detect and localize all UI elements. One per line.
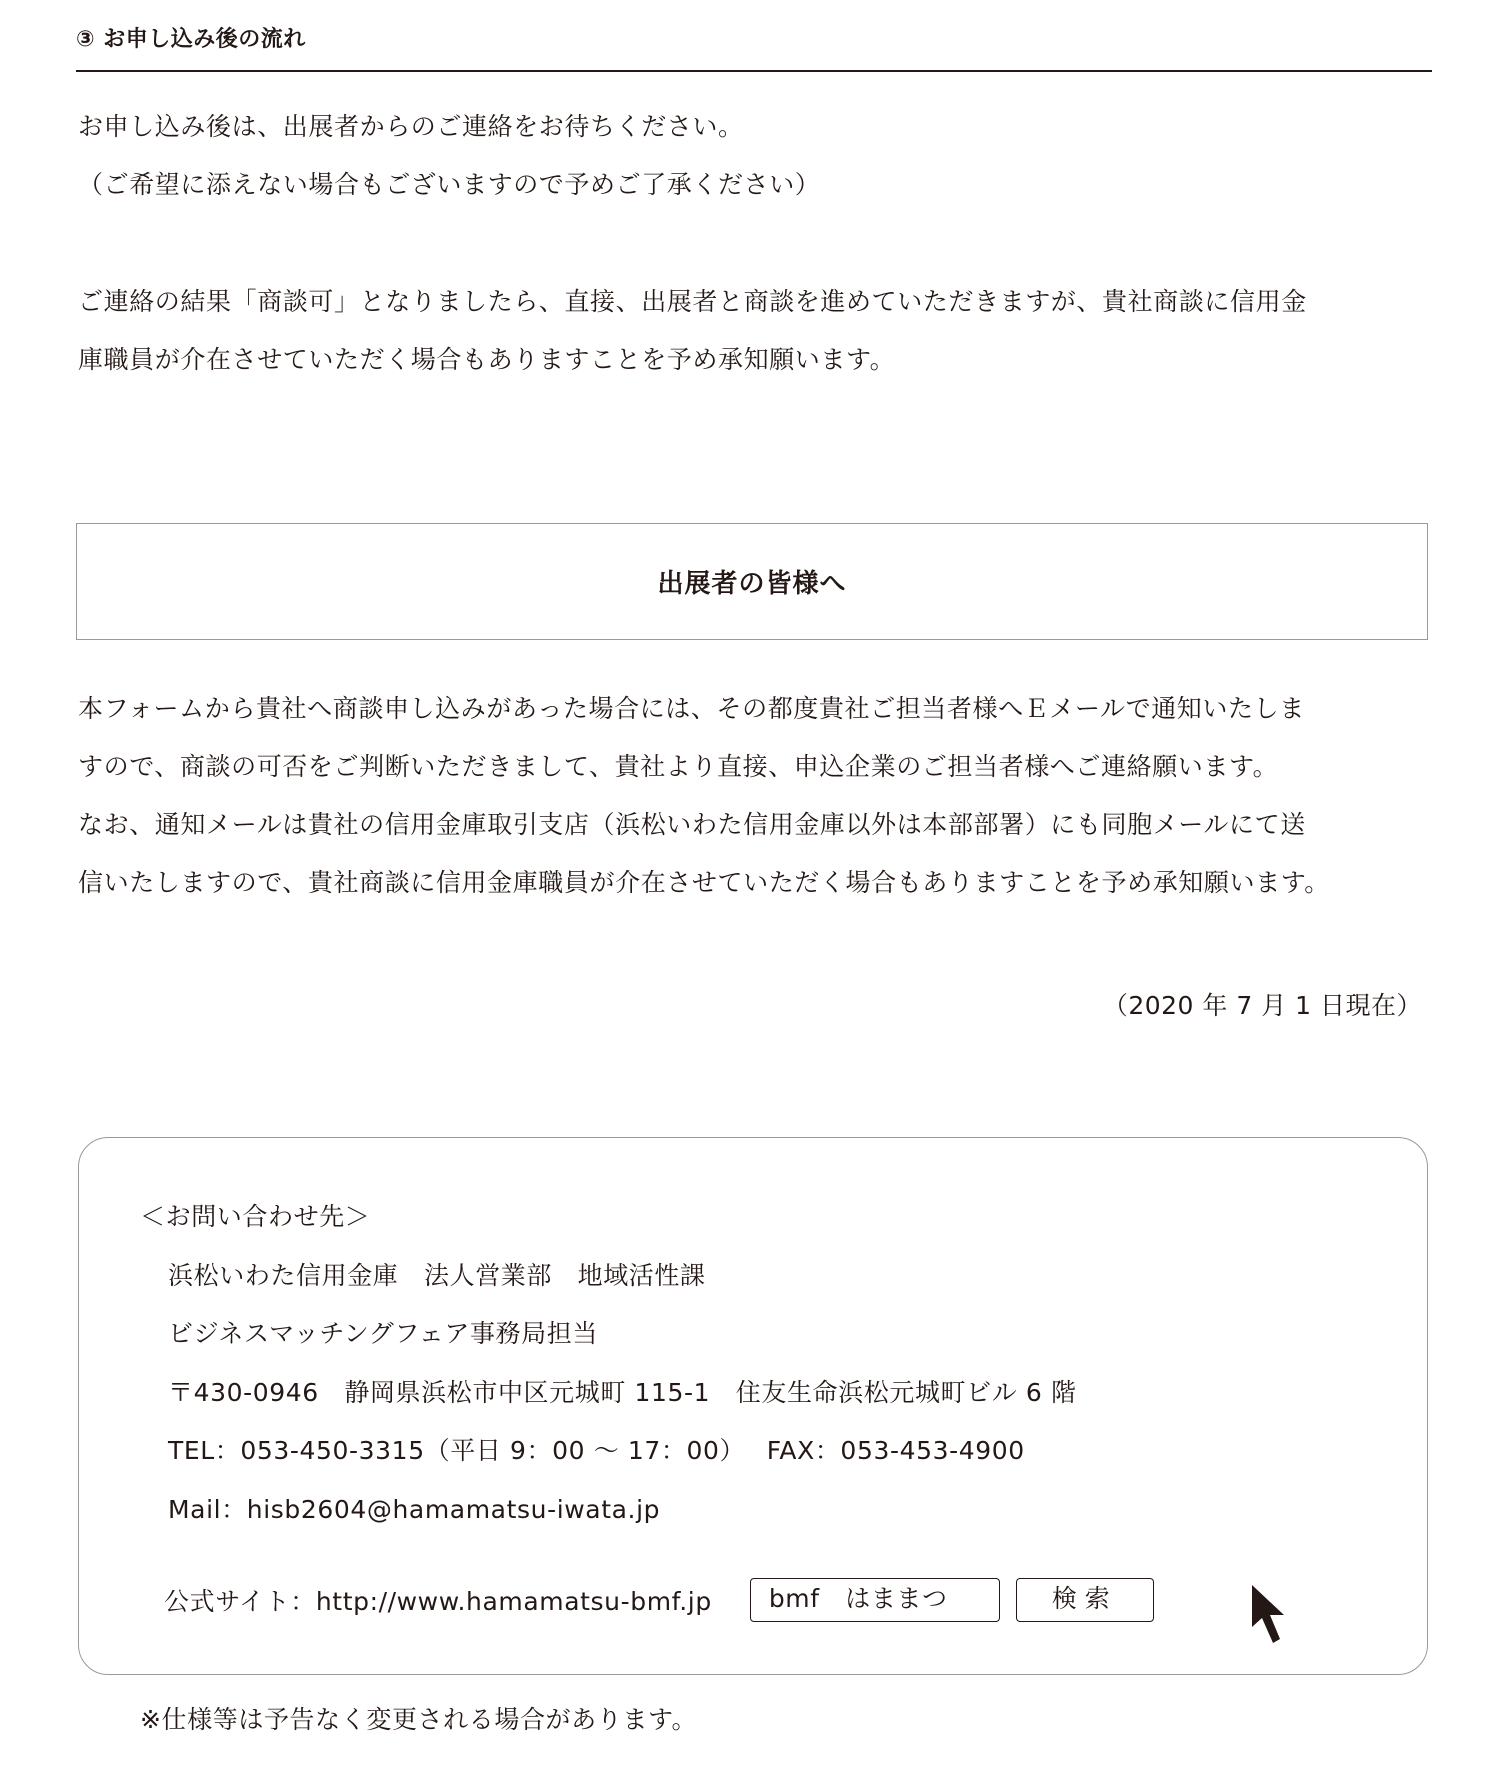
flow-result-line: ご連絡の結果「商談可」となりましたら、直接、出展者と商談を進めていただきますが、貴社商談に信用金 bbox=[78, 287, 1307, 316]
search-input[interactable]: bmf はままつ bbox=[750, 1578, 1000, 1622]
exhibitors-title-box bbox=[76, 523, 1428, 640]
footnote: ※仕様等は予告なく変更される場合があります。 bbox=[140, 1705, 698, 1734]
flow-line: （ご希望に添えない場合もございますので予めご了承ください） bbox=[78, 170, 821, 199]
contact-organization: 浜松いわた信用金庫 法人営業部 地域活性課 bbox=[168, 1261, 706, 1290]
exhibitors-line: 本フォームから貴社へ商談申し込みがあった場合には、その都度貴社ご担当者様へＥメールで通知いたしま bbox=[78, 694, 1305, 723]
contact-office: ビジネスマッチングフェア事務局担当 bbox=[168, 1319, 598, 1348]
exhibitors-line: 信いたしますので、貴社商談に信用金庫職員が介在させていただく場合もありますことを予め承知願います。 bbox=[78, 868, 1330, 897]
exhibitors-line: すので、商談の可否をご判断いただきまして、貴社より直接、申込企業のご担当者様へご連絡願います。 bbox=[78, 752, 1279, 781]
section-heading bbox=[76, 22, 1432, 72]
exhibitors-body bbox=[78, 680, 1438, 912]
exhibitors-line: なお、通知メールは貴社の信用金庫取引支店（浜松いわた信用金庫以外は本部部署）にも同胞メールにて送 bbox=[78, 810, 1306, 839]
flow-line: お申し込み後は、出展者からのご連絡をお待ちください。 bbox=[78, 112, 744, 141]
flow-result-line: 庫職員が介在させていただく場合もありますことを予め承知願います。 bbox=[78, 345, 896, 374]
date-note: （2020 年 7 月 1 日現在） bbox=[1102, 991, 1422, 1020]
contact-phone: TEL：053-450-3315（平日 9：00 ～ 17：00） FAX：053-453-4900 bbox=[168, 1436, 1025, 1465]
flow-result bbox=[78, 273, 1438, 389]
search-button[interactable]: 検索 bbox=[1016, 1578, 1154, 1622]
contact-heading: ＜お問い合わせ先＞ bbox=[140, 1202, 371, 1231]
official-site-row bbox=[164, 1575, 1154, 1625]
mouse-pointer-icon bbox=[1252, 1585, 1290, 1651]
section-heading-text: ③ お申し込み後の流れ bbox=[76, 27, 306, 52]
exhibitors-title: 出展者の皆様へ bbox=[657, 569, 847, 599]
contact-mail[interactable]: Mail：hisb2604@hamamatsu-iwata.jp bbox=[168, 1495, 661, 1524]
official-site-link[interactable]: 公式サイト：http://www.hamamatsu-bmf.jp bbox=[164, 1587, 712, 1616]
contact-address: 〒430-0946 静岡県浜松市中区元城町 115-1 住友生命浜松元城町ビル 6 階 bbox=[168, 1378, 1077, 1407]
flow-intro bbox=[78, 98, 1438, 214]
